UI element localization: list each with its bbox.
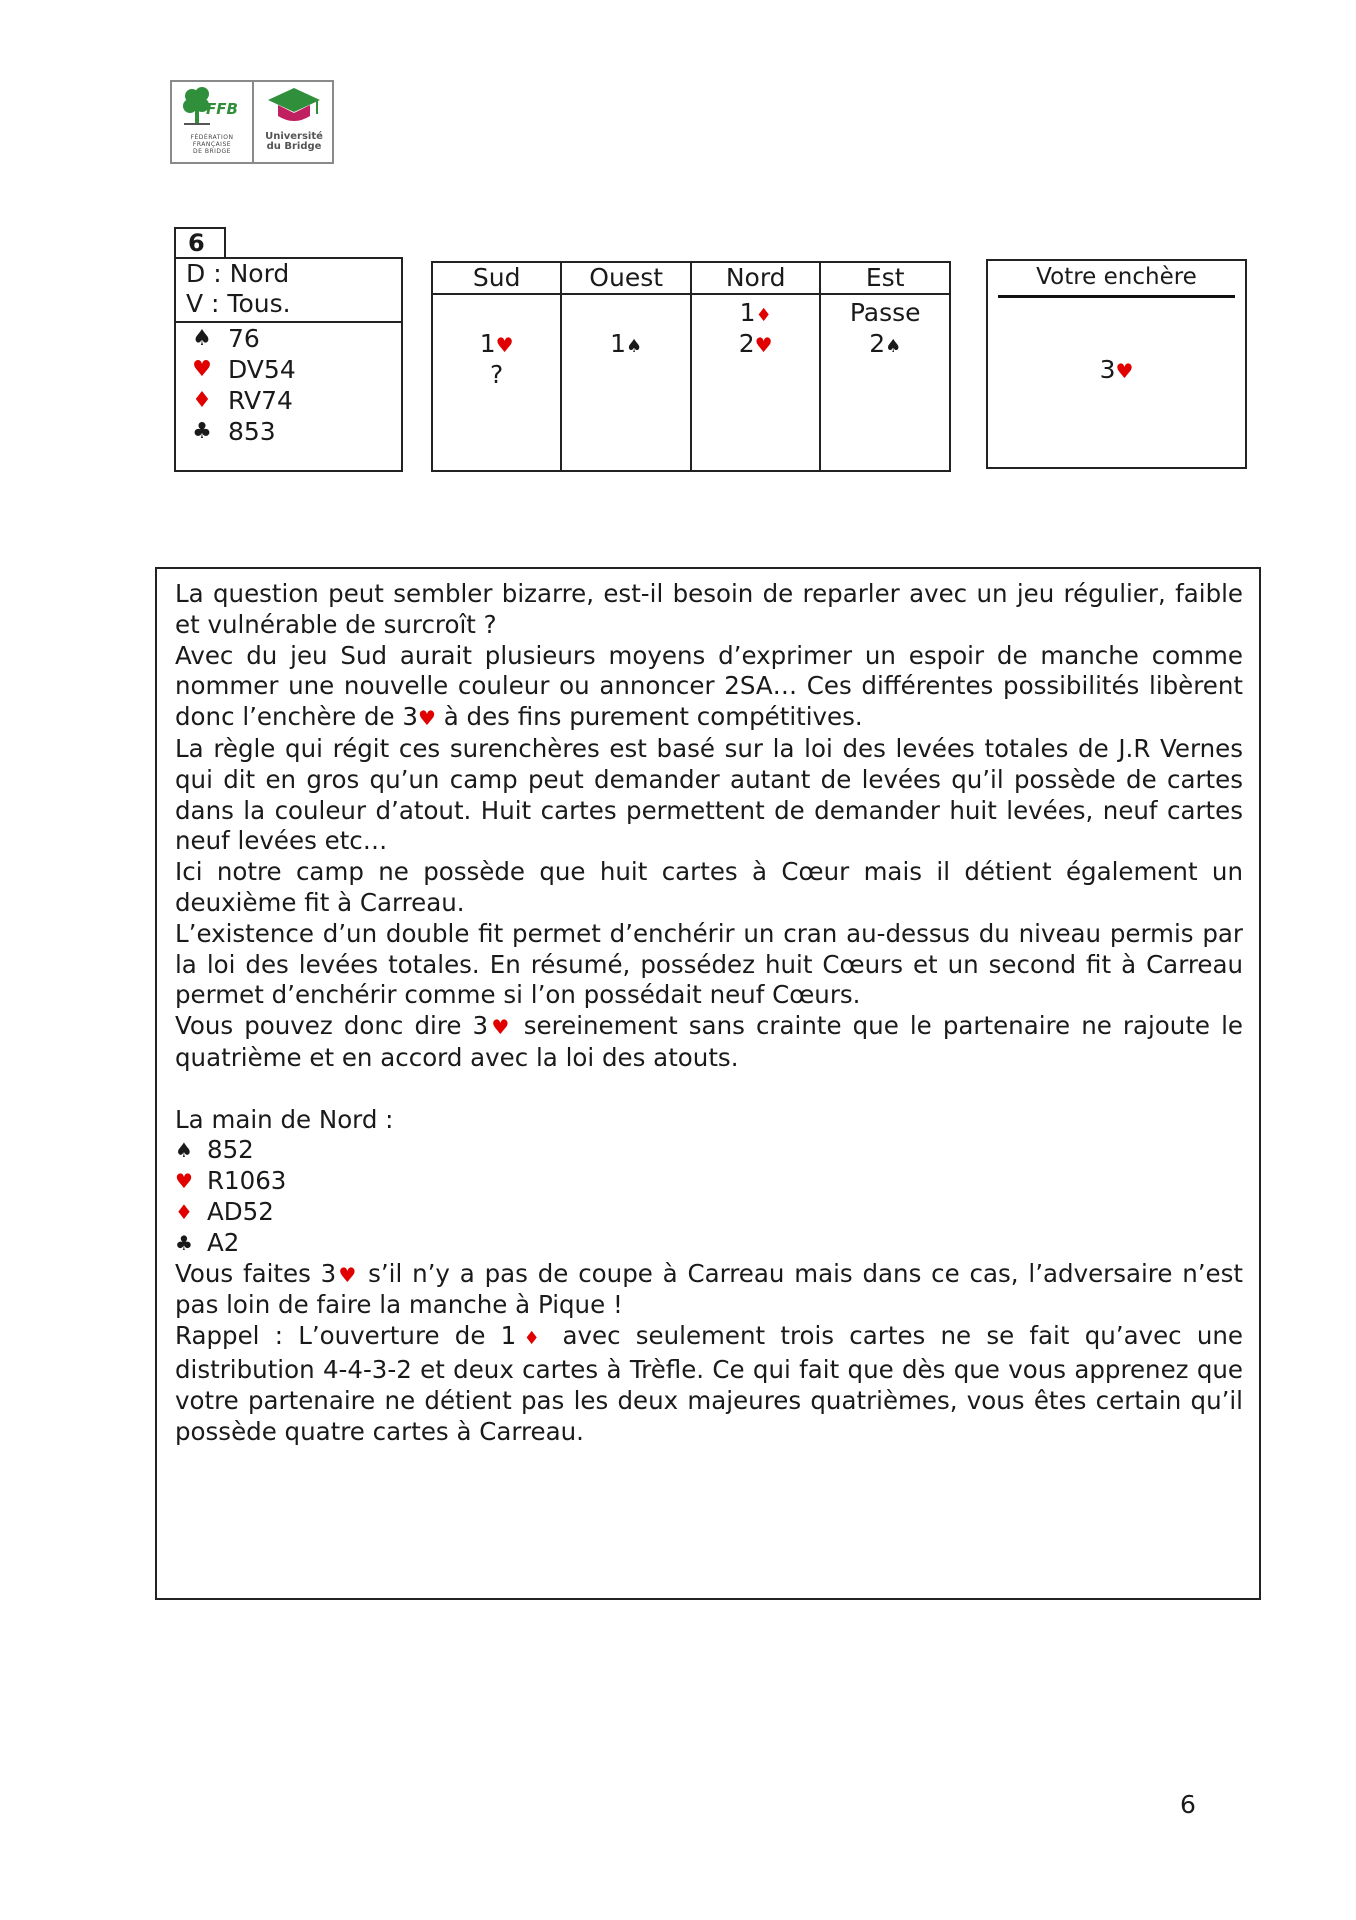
dealer-label: D : Nord xyxy=(186,259,290,288)
vulnerability-label: V : Tous. xyxy=(186,289,291,318)
spade-icon: ♠ xyxy=(175,1138,193,1163)
explanation-paragraph-5: L’existence d’un double fit permet d’enchérir un cran au-dessus du niveau permis par la loi des levées totales. En résumé, possédez huit Cœurs et un second fit à Carreau permet d’enchérir comme si l’on possédait neuf Cœurs. xyxy=(175,918,1243,1010)
diamond-icon: ♦ xyxy=(175,1199,193,1224)
universite-caption: Université du Bridge xyxy=(265,131,323,152)
bid-sud-2: ? xyxy=(490,360,504,389)
heart-icon: ♥ xyxy=(192,357,212,382)
bid-est-2: 2♠ xyxy=(869,329,902,358)
club-icon: ♣ xyxy=(175,1230,193,1255)
south-hand-box xyxy=(174,257,403,472)
bidding-header-row xyxy=(432,262,950,294)
spade-icon: ♠ xyxy=(626,336,643,357)
spade-icon: ♠ xyxy=(192,326,212,351)
nord-hand-clubs: ♣ A2 xyxy=(175,1227,240,1257)
heart-icon: ♥ xyxy=(1115,359,1134,383)
nord-hand-diamonds: ♦ AD52 xyxy=(175,1196,274,1226)
ffb-universite-logo xyxy=(170,80,334,164)
diamond-icon: ♦ xyxy=(516,1328,548,1350)
hand-row-spades xyxy=(176,323,401,354)
nord-hand-intro: La main de Nord : xyxy=(175,1104,394,1134)
heart-icon: ♥ xyxy=(488,1015,513,1040)
hand-row-diamonds xyxy=(176,385,401,416)
deal-info xyxy=(176,259,401,323)
spade-icon: ♠ xyxy=(885,336,902,357)
bid-nord-2: 2♥ xyxy=(738,329,773,358)
votre-enchere-box xyxy=(986,259,1247,469)
explanation-paragraph-4: Ici notre camp ne possède que huit cartes à Cœur mais il détient également un deuxième fit à Carreau. xyxy=(175,857,1243,917)
explanation-paragraph-8: Rappel : L’ouverture de 1♦ avec seulement trois cartes ne se fait qu’avec une distribution 4-4-3-2 et deux cartes à Trèfle. Ce qui fait que dès que vous apprenez que votre partenaire ne détient pas les deux majeures quatrièmes, vous êtes certain qu’il possède quatre cartes à Carreau. xyxy=(175,1321,1243,1446)
bid-sud-1: 1♥ xyxy=(479,329,514,358)
header-est: Est xyxy=(820,262,950,294)
column-ouest xyxy=(561,294,691,471)
bidding-body-row xyxy=(432,294,950,471)
bid-ouest-1: 1♠ xyxy=(610,329,643,358)
bidding-table xyxy=(431,261,951,472)
header-ouest: Ouest xyxy=(561,262,691,294)
ffb-logo xyxy=(172,82,252,162)
bid-nord-1: 1♦ xyxy=(739,298,772,327)
deal-number: 6 xyxy=(174,227,226,259)
hand-suits xyxy=(176,323,401,447)
explanation-paragraph-1: La question peut sembler bizarre, est-il besoin de reparler avec un jeu régulier, faible et vulnérable de surcroît ? xyxy=(175,579,1243,639)
heart-icon: ♥ xyxy=(175,1169,193,1194)
column-sud xyxy=(432,294,561,471)
spade-cards: 76 xyxy=(228,324,260,353)
club-icon: ♣ xyxy=(192,419,212,444)
diamond-icon: ♦ xyxy=(755,305,772,326)
diamond-icon: ♦ xyxy=(192,388,212,413)
votre-enchere-answer: 3♥ xyxy=(1099,355,1134,384)
nord-hand-spades: ♠ 852 xyxy=(175,1135,254,1165)
ffb-caption: FÉDÉRATION FRANÇAISE DE BRIDGE xyxy=(190,134,234,155)
column-est xyxy=(820,294,950,471)
header-nord: Nord xyxy=(691,262,820,294)
heart-icon: ♥ xyxy=(495,333,514,357)
heart-icon: ♥ xyxy=(754,333,773,357)
title-underline xyxy=(998,295,1235,298)
club-cards: 853 xyxy=(228,417,276,446)
explanation-box xyxy=(155,567,1261,1600)
heart-icon: ♥ xyxy=(418,706,436,731)
explanation-paragraph-6: Vous pouvez donc dire 3♥ sereinement sans crainte que le partenaire ne rajoute le quatrième et en accord avec la loi des atouts. xyxy=(175,1011,1243,1072)
votre-enchere-title: Votre enchère xyxy=(1036,264,1197,290)
explanation-paragraph-3: La règle qui régit ces surenchères est basé sur la loi des levées totales de J.R Vernes qui dit en gros qu’un camp peut demander autant de levées qu’il possède de cartes dans la couleur d’atout. Huit cartes permettent de demander huit levées, neuf cartes neuf levées etc… xyxy=(175,733,1243,856)
nord-hand-hearts: ♥ R1063 xyxy=(175,1166,287,1196)
diamond-cards: RV74 xyxy=(228,386,293,415)
explanation-paragraph-2: Avec du jeu Sud aurait plusieurs moyens d’exprimer un espoir de manche comme nommer une nouvelle couleur ou annoncer 2SA… Ces différentes possibilités libèrent donc l’enchère de 3♥ à des fins purement compétitives. xyxy=(175,640,1243,732)
universite-logo xyxy=(252,82,332,162)
heart-cards: DV54 xyxy=(228,355,296,384)
explanation-paragraph-7: Vous faites 3♥ s’il n’y a pas de coupe à Carreau mais dans ce cas, l’adversaire n’est pas loin de faire la manche à Pique ! xyxy=(175,1258,1243,1320)
header-sud: Sud xyxy=(432,262,561,294)
hand-row-clubs xyxy=(176,416,401,447)
heart-icon: ♥ xyxy=(336,1262,359,1287)
hand-row-hearts xyxy=(176,354,401,385)
bid-est-1: Passe xyxy=(849,298,921,327)
page-number: 6 xyxy=(1180,1790,1196,1819)
ffb-wordmark: FFB xyxy=(206,100,238,118)
column-nord xyxy=(691,294,820,471)
graduation-cap-icon xyxy=(266,86,322,128)
